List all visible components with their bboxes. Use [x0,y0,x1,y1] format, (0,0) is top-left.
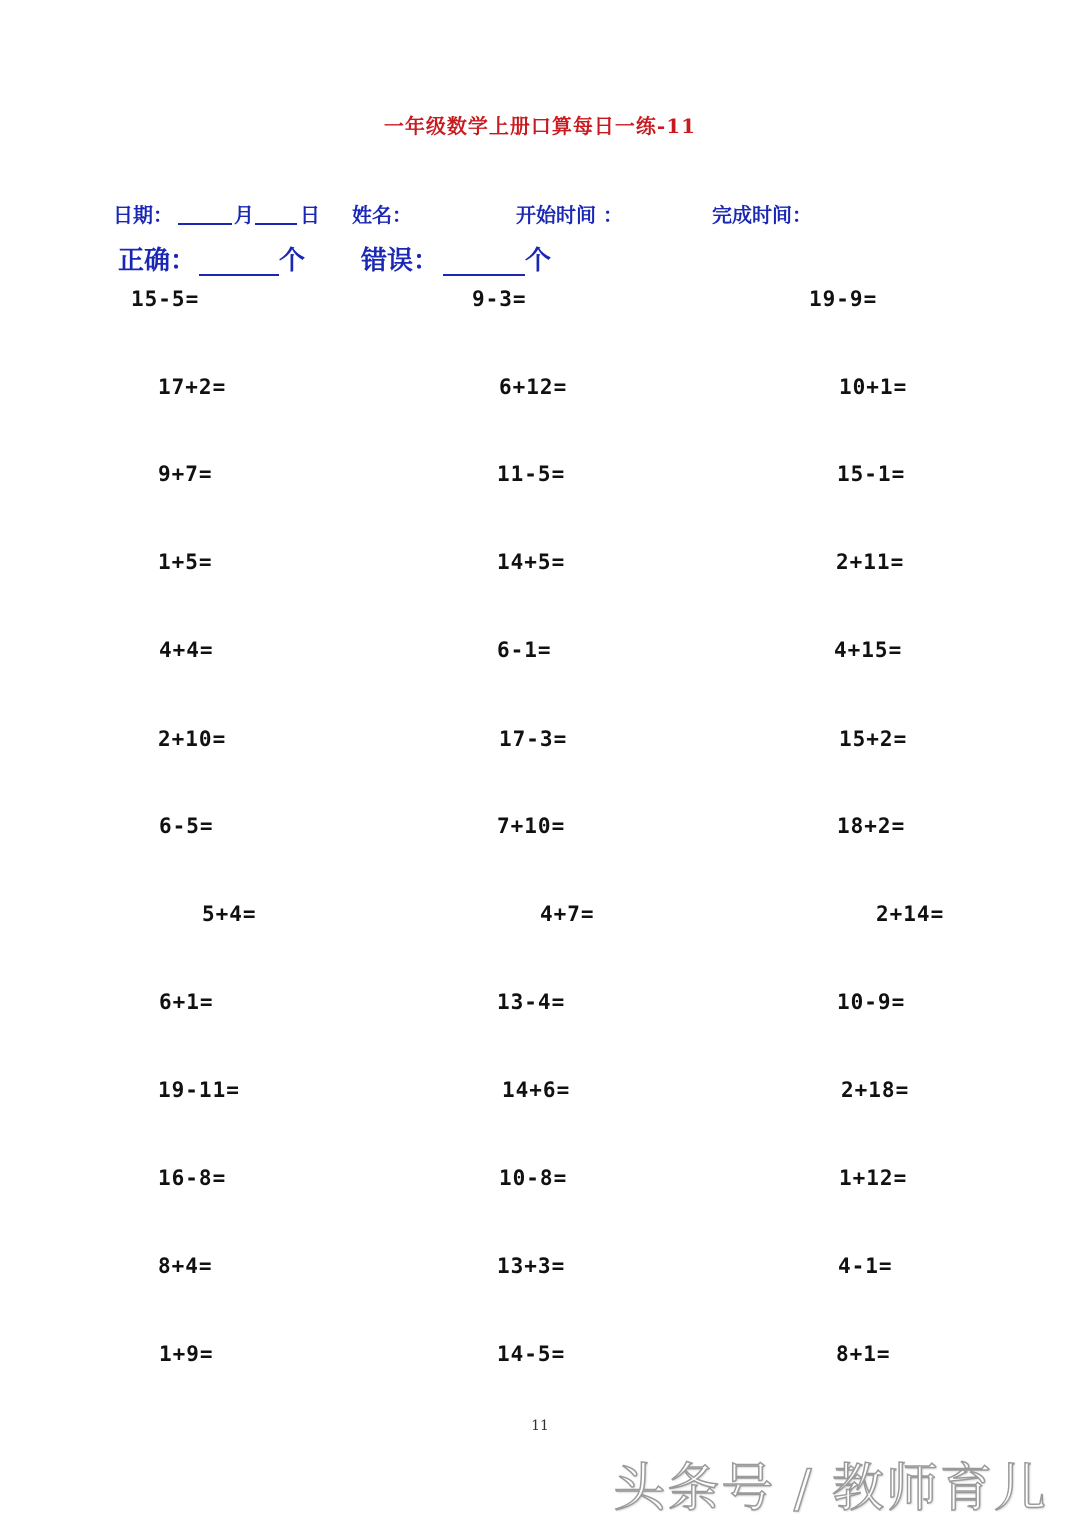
problem-item: 6-5= [159,814,214,838]
problem-item: 11-5= [497,462,566,486]
problem-item: 6-1= [497,638,552,662]
name-label: 姓名： [352,203,412,227]
problem-item: 4+4= [159,638,214,662]
problem-item: 4+7= [540,902,595,926]
problem-item: 9-3= [472,287,527,311]
problem-item: 2+10= [158,727,227,751]
date-label: 日期： [113,203,173,227]
problem-item: 13+3= [497,1254,566,1278]
problem-item: 6+1= [159,990,214,1014]
month-blank[interactable] [178,199,232,225]
problem-item: 15-5= [131,287,200,311]
problem-item: 2+11= [836,550,905,574]
problem-item: 15+2= [839,727,908,751]
problem-item: 14+5= [497,550,566,574]
problem-item: 1+5= [158,550,213,574]
problem-item: 17+2= [158,375,227,399]
problem-item: 1+9= [159,1342,214,1366]
worksheet-title: 一年级数学上册口算每日一练-11 [383,114,697,138]
problem-item: 2+18= [841,1078,910,1102]
wrong-blank[interactable] [443,240,525,276]
wrong-label: 错误： [361,246,440,276]
problem-item: 2+14= [876,902,945,926]
correct-label: 正确： [118,246,197,276]
correct-unit: 个 [279,246,306,276]
finish-time-label: 完成时间： [712,203,812,227]
problem-item: 19-11= [158,1078,240,1102]
problem-item: 1+12= [839,1166,908,1190]
problem-item: 7+10= [497,814,566,838]
problem-item: 5+4= [202,902,257,926]
problem-item: 14+6= [502,1078,571,1102]
problem-item: 17-3= [499,727,568,751]
problem-item: 19-9= [809,287,878,311]
day-blank[interactable] [255,199,297,225]
problem-item: 15-1= [837,462,906,486]
problem-item: 18+2= [837,814,906,838]
problem-item: 10+1= [839,375,908,399]
start-time-label: 开始时间 ： [516,203,623,227]
problem-item: 10-9= [837,990,906,1014]
correct-blank[interactable] [199,240,279,276]
month-label: 月 [234,203,254,227]
problem-item: 4+15= [834,638,903,662]
problem-item: 8+4= [158,1254,213,1278]
problem-item: 16-8= [158,1166,227,1190]
problem-item: 10-8= [499,1166,568,1190]
wrong-unit: 个 [525,246,552,276]
problem-item: 8+1= [836,1342,891,1366]
problem-item: 13-4= [497,990,566,1014]
page-number: 11 [531,1418,549,1434]
problem-item: 6+12= [499,375,568,399]
problem-item: 14-5= [497,1342,566,1366]
day-label: 日 [300,203,320,227]
problem-item: 9+7= [158,462,213,486]
problem-item: 4-1= [838,1254,893,1278]
watermark-text: 头条号 / 教师育儿 [613,1459,1048,1519]
